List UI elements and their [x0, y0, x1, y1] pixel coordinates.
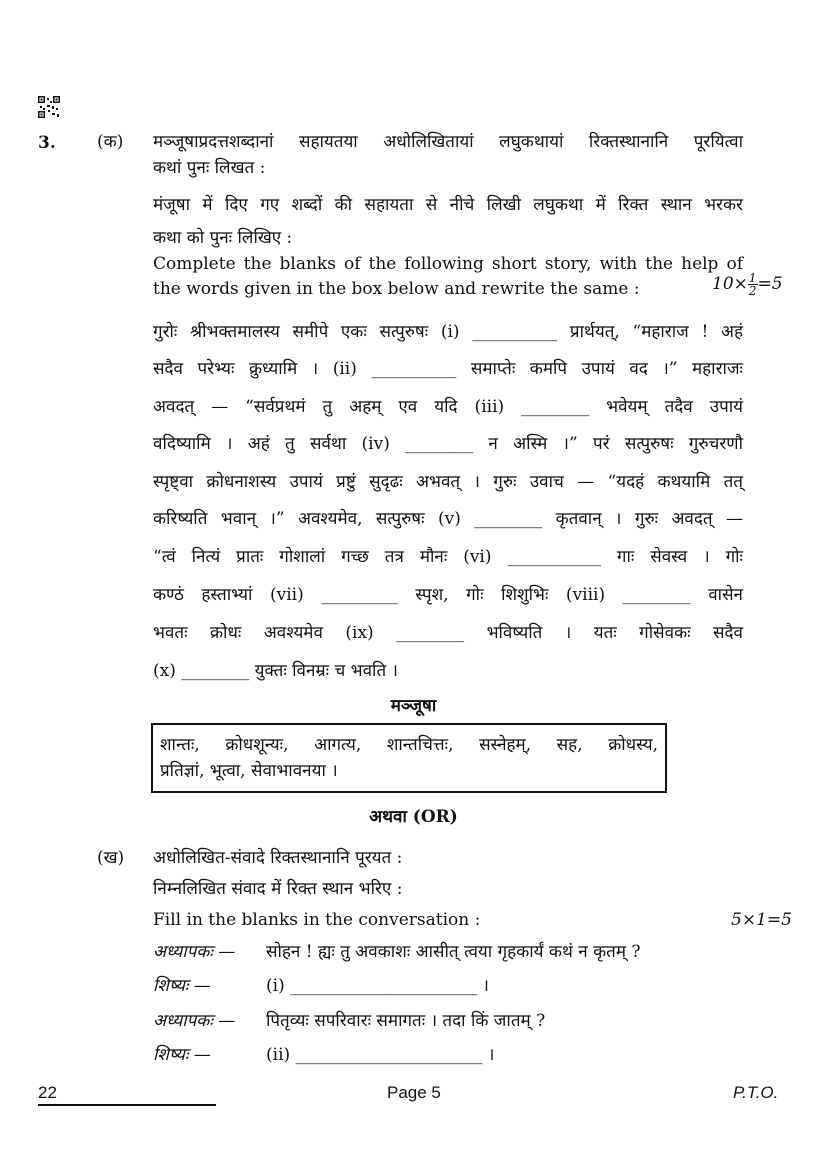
part-a-sanskrit-line-1: मञ्जूषाप्रदत्तशब्दानां सहायतया अधोलिखितायां लघुकथायां रिक्तस्थानानि पूरयित्वा	[153, 132, 743, 152]
part-a-english-line-2: the words given in the box below and rewrite the same :	[153, 279, 640, 299]
story-line: सदैव परेभ्यः क्रुध्यामि । (ii) __________ समाप्तेः कमपि उपायं वद ।” महाराजः	[153, 359, 743, 379]
marks-fraction-numerator: 1	[748, 271, 757, 285]
part-b-label: (ख)	[97, 848, 125, 868]
part-a-label: (क)	[97, 132, 124, 152]
footer-code: 22	[38, 1083, 57, 1102]
footer-pto: P.T.O.	[733, 1083, 779, 1102]
story-line: स्पृष्ट्वा क्रोधनाशस्य उपायं प्रष्टुं सुदृढः अभवत् । गुरुः उवाच — “यदहं कथयामि तत्	[153, 472, 743, 492]
marks-fraction-denominator: 2	[748, 284, 757, 298]
or-label: अथवा (OR)	[369, 807, 458, 827]
dialogue-text: पितृव्यः सपरिवारः समागतः । तदा किं जातम् ?	[266, 1011, 546, 1031]
dialogue-speaker: अध्यापकः —	[153, 1011, 236, 1031]
part-b-marks: 5×1=5	[731, 910, 792, 930]
dialogue-text: (i) ______________________ ।	[266, 976, 489, 996]
dialogue-speaker: अध्यापकः —	[153, 942, 236, 962]
dialogue-speaker: शिष्यः —	[153, 976, 211, 996]
part-b-sanskrit: अधोलिखित-संवादे रिक्तस्थानानि पूरयत :	[153, 848, 403, 868]
dialogue-text: (ii) ______________________ ।	[266, 1045, 495, 1065]
question-number: 3.	[38, 133, 56, 153]
marks-suffix: =5	[757, 274, 783, 294]
footer-page-number: Page 5	[387, 1083, 441, 1102]
qr-code-icon	[38, 96, 60, 118]
marks-fraction	[748, 272, 758, 297]
part-b-english: Fill in the blanks in the conversation :	[153, 910, 481, 930]
part-a-hindi-line-1: मंजूषा में दिए गए शब्दों की सहायता से नीचे लिखी लघुकथा में रिक्त स्थान भरकर	[153, 195, 743, 215]
word-box-line-1: शान्तः, क्रोधशून्यः, आगत्य, शान्तचित्तः, सस्नेहम्, सह, क्रोधस्य,	[160, 735, 658, 755]
part-a-english-line-1: Complete the blanks of the following short story, with the help of	[153, 254, 743, 274]
story-line: करिष्यति भवान् ।” अवश्यमेव, सत्पुरुषः (v) ________ कृतवान् । गुरुः अवदत् —	[153, 509, 743, 529]
story-line: (x) ________ युक्तः विनम्रः च भवति ।	[153, 661, 398, 681]
story-line: “त्वं नित्यं प्रातः गोशालां गच्छ तत्र मौनः (vi) ___________ गाः सेवस्व । गोः	[153, 547, 743, 567]
story-line: वदिष्यामि । अहं तु सर्वथा (iv) ________ न अस्मि ।” परं सत्पुरुषः गुरुचरणौ	[153, 434, 743, 454]
word-box-line-2: प्रतिज्ञां, भूत्वा, सेवाभावनया ।	[160, 761, 338, 781]
dialogue-speaker: शिष्यः —	[153, 1045, 211, 1065]
footer-rule	[38, 1104, 216, 1106]
story-line: अवदत् — “सर्वप्रथमं तु अहम् एव यदि (iii) ________ भवेयम् तदैव उपायं	[153, 397, 743, 417]
story-line: भवतः क्रोधः अवश्यमेव (ix) ________ भविष्यति । यतः गोसेवकः सदैव	[153, 623, 743, 643]
box-title: मञ्जूषा	[390, 696, 437, 716]
dialogue-text: सोहन ! ह्यः तु अवकाशः आसीत् त्वया गृहकार्यं कथं न कृतम् ?	[266, 942, 641, 962]
part-b-hindi: निम्नलिखित संवाद में रिक्त स्थान भरिए :	[153, 879, 403, 899]
marks-prefix: 10×	[712, 274, 748, 294]
part-a-marks	[712, 272, 783, 297]
story-line: कण्ठं हस्ताभ्यां (vii) _________ स्पृश, गोः शिशुभिः (viii) ________ वासेन	[153, 585, 743, 605]
story-line: गुरोः श्रीभक्तमालस्य समीपे एकः सत्पुरुषः (i) __________ प्रार्थयत्, “महाराज ! अहं	[153, 322, 743, 342]
part-a-sanskrit-line-2: कथां पुनः लिखत :	[153, 158, 266, 178]
part-a-hindi-line-2: कथा को पुनः लिखिए :	[153, 228, 293, 248]
